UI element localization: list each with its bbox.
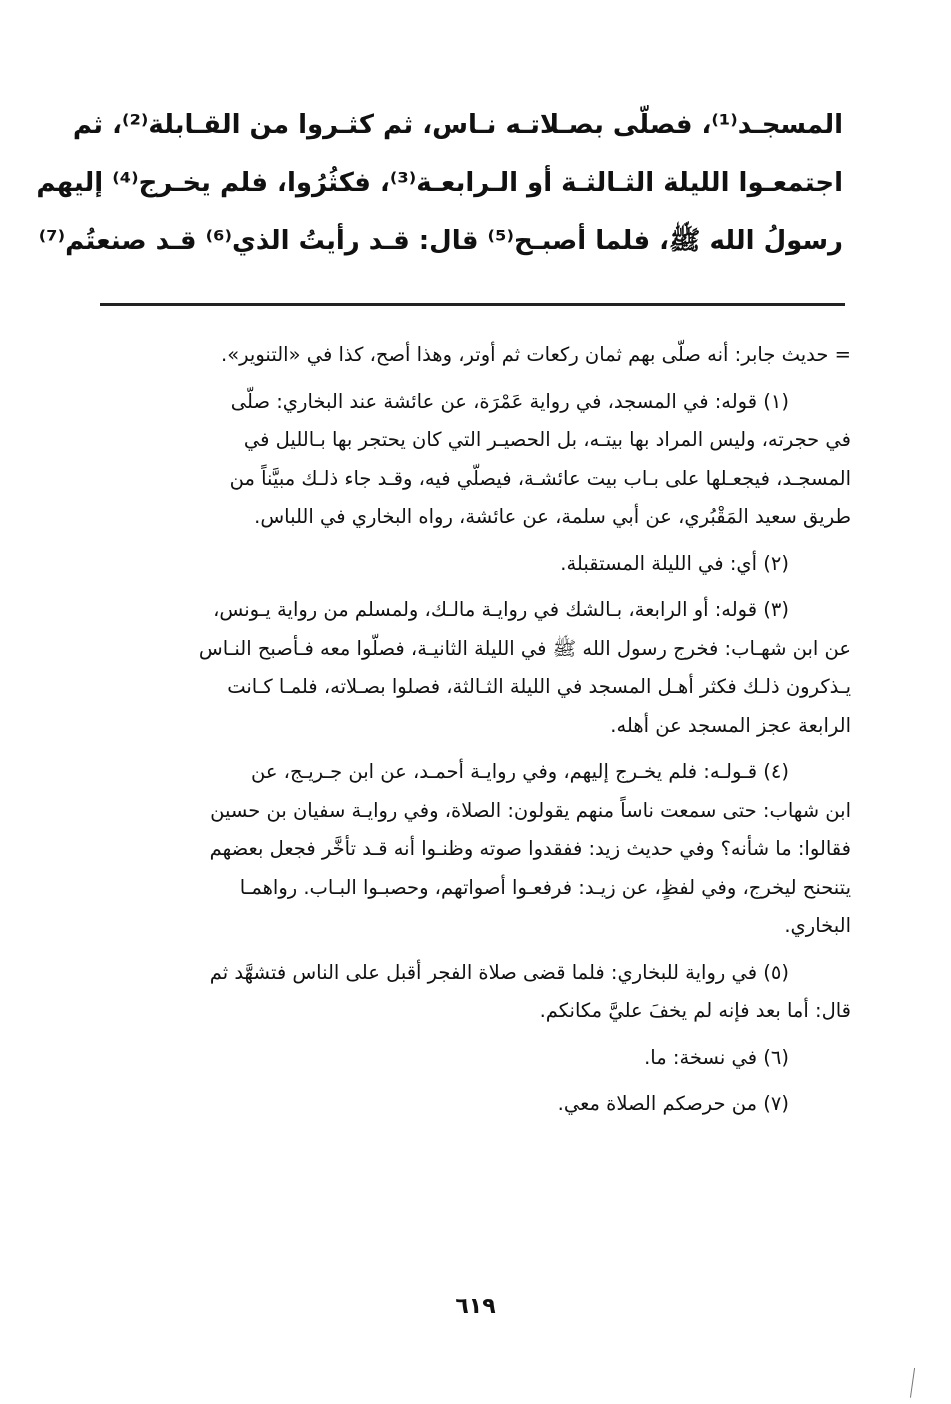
footnote-line: = حديث جابر: أنه صلّى بهم ثمان ركعات ثم أوتر، وهذا أصح، كذا في «التنوير». <box>221 343 851 366</box>
footnote-1 <box>100 383 851 537</box>
footnote-line: قال: أما بعد فإنه لم يخفَ عليَّ مكانكم. <box>539 999 851 1022</box>
footnote-number: (٧) <box>763 1092 789 1115</box>
footnote-continuation <box>100 336 851 375</box>
footnote-line <box>100 383 851 422</box>
footnote-line: فقالوا: ما شأنه؟ وفي حديث زيد: ففقدوا صوته وظنـوا أنه قـد تأخَّر فجعل بعضهم <box>209 837 851 860</box>
page-number: ٦١٩ <box>455 1294 496 1319</box>
footnote-line <box>100 1085 851 1124</box>
footnote-3 <box>100 591 851 745</box>
scan-edge-mark <box>910 1368 917 1398</box>
footnote-line: الرابعة عجز المسجد عن أهله. <box>610 713 851 737</box>
footnote-line: في حجرته، وليس المراد بها بيتـه، بل الحصيـر التي كان يحتجر بها بـالليل في <box>243 428 851 451</box>
footnote-4 <box>100 753 851 946</box>
footnote-line: يتنحنح ليخرج، وفي لفظٍ، عن زيـد: فرفعـوا أصواتهم، وحصبـوا البـاب. رواهمـا <box>239 875 851 899</box>
footnote-text: قوله: في المسجد، في رواية عَمْرَة، عن عائشة عند البخاري: صلّى <box>230 389 758 413</box>
footnote-line: طريق سعيد المَقْبُري، عن أبي سلمة، عن عائشة، رواه البخاري في اللباس. <box>254 505 851 528</box>
main-text-line: المسجـد⁽¹⁾، فصلّى بصـلاتـه نـاس، ثم كثـروا من القـابلة⁽²⁾، ثم <box>72 110 843 140</box>
footnote-line <box>100 591 851 630</box>
footnote-divider <box>100 303 845 306</box>
footnotes-block <box>100 336 851 1132</box>
footnote-line: يـذكرون ذلـك فكثر أهـل المسجد في الليلة الثـالثة، فصلوا بصـلاته، فلمـا كـانت <box>227 675 851 698</box>
footnote-number: (٥) <box>763 960 789 984</box>
footnote-text: في رواية للبخاري: فلما قضى صلاة الفجر أقبل على الناس فتشهَّد ثم <box>209 960 758 984</box>
footnote-number: (٦) <box>763 1045 789 1069</box>
footnote-text: قوله: أو الرابعة، بـالشك في روايـة مالـك، ولمسلم من رواية يـونس، <box>213 598 758 621</box>
footnote-number: (٤) <box>763 760 789 783</box>
footnote-line: البخاري. <box>784 914 851 937</box>
footnote-line: ابن شهاب: حتى سمعت ناساً منهم يقولون: الصلاة، وفي روايـة سفيان بن حسين <box>210 798 851 822</box>
footnote-number: (٢) <box>763 551 789 575</box>
footnote-2 <box>100 545 851 584</box>
main-text-block <box>36 96 843 270</box>
main-text-line: اجتمعـوا الليلة الثـالثـة أو الـرابعـة⁽³⁾، فكثُرُوا، فلم يخـرج⁽⁴⁾ إليهم <box>36 168 843 198</box>
footnote-5 <box>100 954 851 1031</box>
footnote-line <box>100 954 851 993</box>
main-text-line: رسولُ الله ﷺ، فلما أصبـح⁽⁵⁾ قال: قـد رأيتُ الذي⁽⁶⁾ قـد صنعتُم⁽⁷⁾ <box>38 226 843 256</box>
footnote-7 <box>100 1085 851 1124</box>
footnote-text: في نسخة: ما. <box>644 1045 758 1069</box>
footnote-line: المسجـد، فيجعـلها على بـاب بيت عائشـة، فيصلّي فيه، وقـد جاء ذلـك مبيَّناً من <box>229 466 851 490</box>
footnote-line <box>100 1039 851 1078</box>
footnote-text: قـولـه: فلم يخـرج إليهم، وفي روايـة أحمـد، عن ابن جـريـج، عن <box>250 760 758 783</box>
footnote-number: (١) <box>763 389 789 413</box>
footnote-6 <box>100 1039 851 1078</box>
footnote-text: أي: في الليلة المستقبلة. <box>560 551 758 575</box>
footnote-number: (٣) <box>763 598 789 621</box>
footnote-line <box>100 753 851 792</box>
footnote-line <box>100 545 851 584</box>
footnote-line: عن ابن شهـاب: فخرج رسول الله ﷺ في الليلة الثانيـة، فصلّوا معه فـأصبح النـاس <box>198 636 851 660</box>
footnote-text: من حرصكم الصلاة معي. <box>557 1092 758 1115</box>
